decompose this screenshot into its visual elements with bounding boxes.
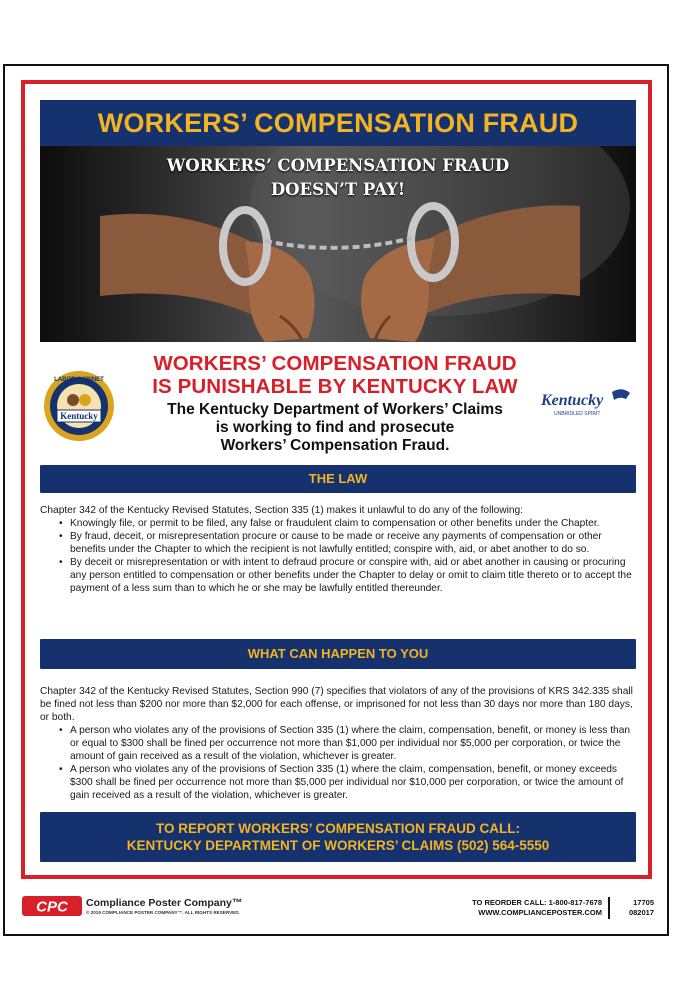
happen-intro: Chapter 342 of the Kentucky Revised Statutes, Section 990 (7) specifies that violators of any of the provisions of KRS 342.335 shall be fined not less than $200 nor more than $2,000 for each offense, or imprisoned for not less than 30 days nor more than 180 days, or both. — [40, 686, 633, 723]
happen-item-1: • A person who violates any of the provisions of Section 335 (1) where the claim, compensation, benefit, or money is less than or equal to $300 shall be fined per occurrence not more than $1,000 per individual nor $5,000 per corporation, or twice the amount of gain received as a result of the violation, whichever is greater. — [70, 724, 640, 763]
cpc-logo-text: CPC — [36, 898, 68, 916]
law-intro: Chapter 342 of the Kentucky Revised Statutes, Section 335 (1) makes it unlawful to do any of the following: — [40, 505, 524, 516]
happen-list — [40, 724, 640, 802]
reorder-phone: TO REORDER CALL: 1-800-817-7678 — [472, 898, 602, 907]
seal-center-text: Kentucky — [60, 411, 98, 421]
poster-revision: 082017 — [628, 908, 654, 917]
headline-black-line-2: is working to find and prosecute — [215, 419, 455, 436]
report-line-2: KENTUCKY DEPARTMENT OF WORKERS’ CLAIMS (502) 564-5550 — [126, 838, 550, 853]
kentucky-unbridled-spirit-logo — [538, 384, 634, 420]
law-item-2: • By fraud, deceit, or misrepresentation procure or cause to be made or receive any payments of compensation or other benefits under the Chapter to which the recipient is not lawfully entitled; conspire with, aid, or abet another to do so. — [70, 530, 640, 556]
the-law-header: THE LAW — [40, 465, 636, 493]
law-item-3: • By deceit or misrepresentation or with intent to defraud procure or conspire with, aid or abet another in causing or procuring any person entitled to compensation or other benefits under the Chapter to delay or omit to claim title thereto or to accept the payment of a less sum than to which he or she may be lawfully entitled thereunder. — [70, 556, 640, 595]
law-section — [40, 504, 640, 595]
happen-section — [40, 685, 640, 802]
cpc-logo-mark — [22, 896, 82, 916]
reorder-info — [422, 898, 602, 918]
photo-caption-line-2: DOESN’T PAY! — [270, 180, 406, 199]
headline-red-line-2: IS PUNISHABLE BY KENTUCKY LAW — [152, 375, 518, 398]
photo-caption — [40, 154, 636, 202]
copyright: © 2019 COMPLIANCE POSTER COMPANY™. ALL RIGHTS RESERVED. — [86, 910, 240, 915]
seal-top-text: LABOR CABINET — [54, 377, 104, 383]
headline-black-line-3: Workers’ Compensation Fraud. — [220, 437, 450, 454]
headline-red-line-1: WORKERS’ COMPENSATION FRAUD — [153, 352, 517, 375]
law-list — [40, 517, 640, 595]
footer-divider — [608, 897, 610, 919]
headline-subtitle — [130, 401, 540, 455]
company-name: Compliance Poster Company™ — [86, 897, 243, 909]
headline-black-line-1: The Kentucky Department of Workers’ Claims — [167, 401, 503, 418]
ky-logo-tagline: UNBRIDLED SPIRIT — [554, 411, 601, 417]
poster-number: 17705 — [633, 898, 654, 907]
ky-logo-word: Kentucky — [541, 392, 604, 409]
reorder-website: WWW.COMPLIANCEPOSTER.COM — [478, 908, 602, 917]
report-fraud-banner — [40, 812, 636, 862]
labor-cabinet-seal — [43, 370, 115, 442]
headline-block — [130, 352, 540, 455]
what-can-happen-header: WHAT CAN HAPPEN TO YOU — [40, 639, 636, 669]
happen-item-2: • A person who violates any of the provisions of Section 335 (1) where the claim, compensation, benefit, or money exceeds $300 shall be fined per occurrence not more than $5,000 per individual nor $10,000 per corporation, or twice the amount of gain received as a result of the violation, whichever is greater. — [70, 763, 640, 802]
poster-title: WORKERS’ COMPENSATION FRAUD — [40, 100, 636, 146]
report-line-1: TO REPORT WORKERS’ COMPENSATION FRAUD CALL: — [156, 821, 520, 836]
poster-code — [614, 898, 654, 918]
handcuffs-photo — [40, 146, 636, 342]
photo-caption-line-1: WORKERS’ COMPENSATION FRAUD — [166, 156, 510, 175]
law-item-1: • Knowingly file, or permit to be filed, any false or fraudulent claim to compensation or other benefits under the Chapter. — [70, 517, 640, 530]
